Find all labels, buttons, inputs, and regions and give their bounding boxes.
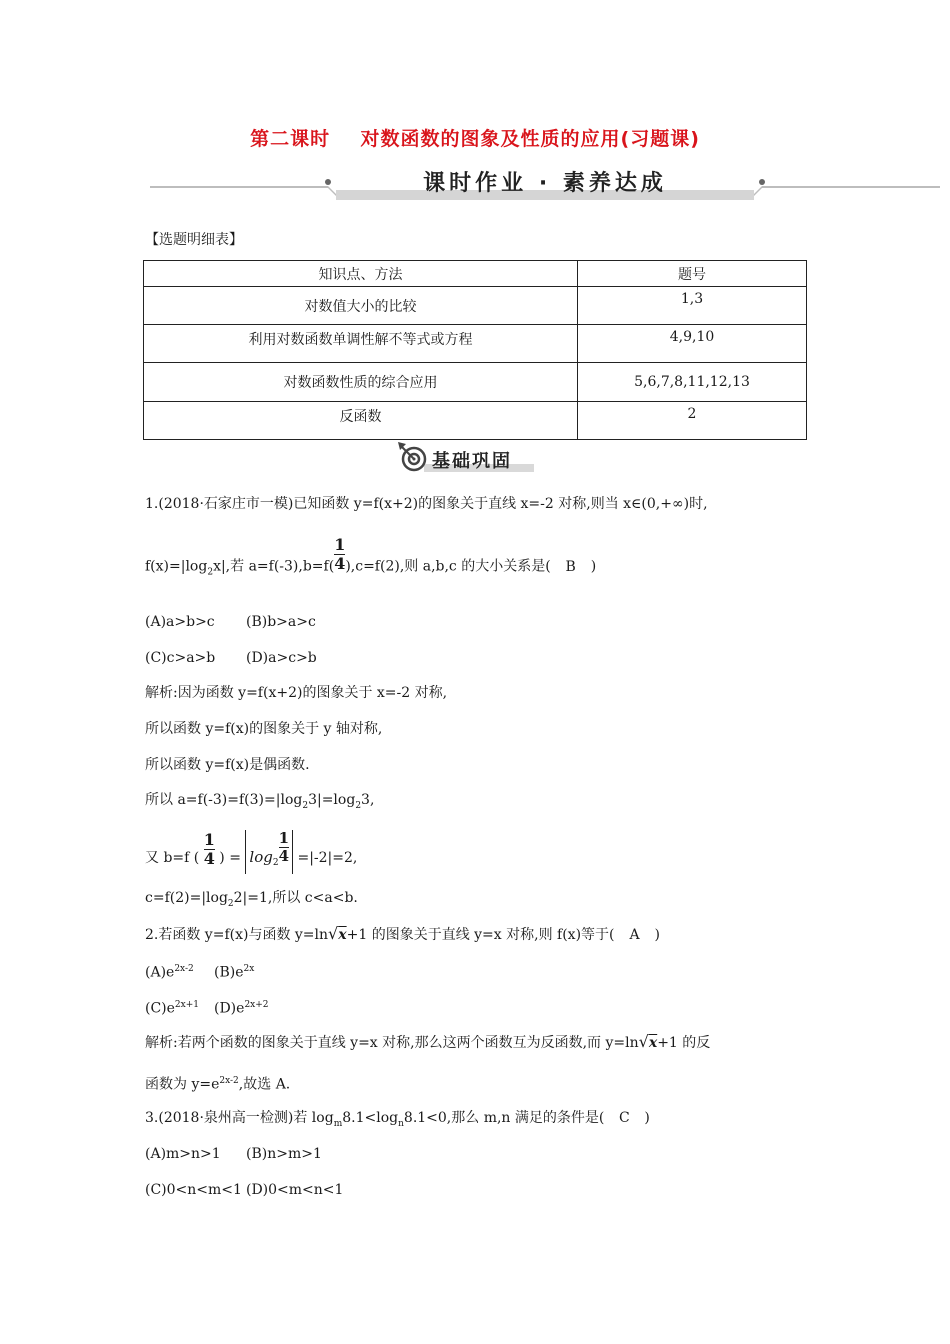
table-cell: 利用对数函数单调性解不等式或方程 — [144, 325, 578, 363]
q2-option-c: $(C)e^{2x+1}$ — [145, 1000, 199, 1017]
q3-stem: 3.(2018·泉州高一检测)若 $\log_m8.1<\log_n8.1<0$,那么 m,n 满足的条件是( C ) — [145, 1110, 650, 1129]
table-header-row — [144, 261, 807, 287]
fraction-quarter: $\frac{1}{4}$ — [334, 535, 346, 573]
q1-text: ),c=f(2),则 a,b,c 的大小关系是( — [345, 558, 551, 575]
q2-solution-2: 函数为 $y=e^{2x-2}$,故选 A. — [145, 1076, 291, 1093]
q3-option-d: (D)0<m<n<1 — [246, 1182, 344, 1198]
q2-option-a: $(A)e^{2x-2}$ — [145, 964, 194, 981]
q1-text: ) — [590, 558, 597, 575]
section-title: 基础巩固 — [432, 451, 512, 472]
table-cell: 对数函数性质的综合应用 — [144, 363, 578, 402]
table-cell: 5,6,7,8,11,12,13 — [578, 363, 807, 402]
q1-solution-4: 所以 $a=f(-3)=f(3)=|\log_23|=\log_23$, — [145, 792, 375, 811]
q2-solution-1: 解析:若两个函数的图象关于直线 y=x 对称,那么这两个函数互为反函数,而 y=ln√x+1 的反 — [145, 1032, 711, 1051]
q1-option-a: (A)a>b>c — [145, 614, 215, 630]
table-cell: 1,3 — [578, 287, 807, 325]
q2-stem: 2.若函数 y=f(x)与函数 y=ln√x+1 的图象关于直线 y=x 对称,则 f(x)等于( A ) — [145, 924, 660, 943]
table-header: 题号 — [578, 261, 807, 287]
table-cell: 2 — [578, 402, 807, 440]
log-base: 2 — [207, 567, 214, 578]
q1-option-d: (D)a>c>b — [246, 650, 317, 666]
q1-solution-1: 解析:因为函数 y=f(x+2)的图象关于 x=-2 对称, — [145, 685, 448, 701]
q2-option-d: $(D)e^{2x+2}$ — [214, 1000, 269, 1017]
q1-option-c: (C)c>a>b — [145, 650, 216, 666]
table-cell: 4,9,10 — [578, 325, 807, 363]
page-title: 第二课时 对数函数的图象及性质的应用(习题课) — [250, 128, 700, 150]
fraction-quarter: $\frac{1}{4}$ — [203, 830, 215, 868]
q1-text: f(x)=|log — [145, 558, 208, 575]
table-row — [144, 325, 807, 363]
q1-solution-5: 又 b=f ( $\frac{1}{4}$ ) = $\log_2$ $\frac{1}{4}$ =|-2|=2, — [145, 824, 357, 874]
q3-option-a: (A)m>n>1 — [145, 1146, 221, 1162]
q1-answer: B — [565, 558, 576, 575]
table-row — [144, 363, 807, 402]
topic-table — [143, 260, 807, 440]
q3-option-b: (B)n>m>1 — [246, 1146, 322, 1162]
q1-solution-2: 所以函数 y=f(x)的图象关于 y 轴对称, — [145, 721, 383, 737]
table-cell: 对数值大小的比较 — [144, 287, 578, 325]
q2-option-b: $(B)e^{2x}$ — [214, 964, 255, 981]
table-row — [144, 287, 807, 325]
q1-solution-3: 所以函数 y=f(x)是偶函数. — [145, 757, 310, 773]
abs-log-expression: $\log_2$ $\frac{1}{4}$ — [245, 830, 293, 874]
table-header: 知识点、方法 — [144, 261, 578, 287]
table-cell: 反函数 — [144, 402, 578, 440]
q1-solution-6: $c=f(2)=|\log_22|=1$,所以 c<a<b. — [145, 890, 358, 909]
table-row — [144, 402, 807, 440]
q1-option-b: (B)b>a>c — [246, 614, 316, 630]
banner-title: 课时作业 · 素养达成 — [423, 171, 667, 196]
q3-answer: C — [619, 1110, 630, 1126]
q1-stem: 1.(2018·石家庄市一模)已知函数 y=f(x+2)的图象关于直线 x=-2 对称,则当 x∈(0,+∞)时, — [145, 496, 708, 512]
q1-text: x|,若 a=f(-3),b=f( — [213, 558, 335, 575]
q3-option-c: (C)0<n<m<1 — [145, 1182, 242, 1198]
table-caption: 【选题明细表】 — [145, 232, 243, 248]
q2-answer: A — [629, 927, 640, 943]
q1-line2 — [145, 535, 597, 585]
